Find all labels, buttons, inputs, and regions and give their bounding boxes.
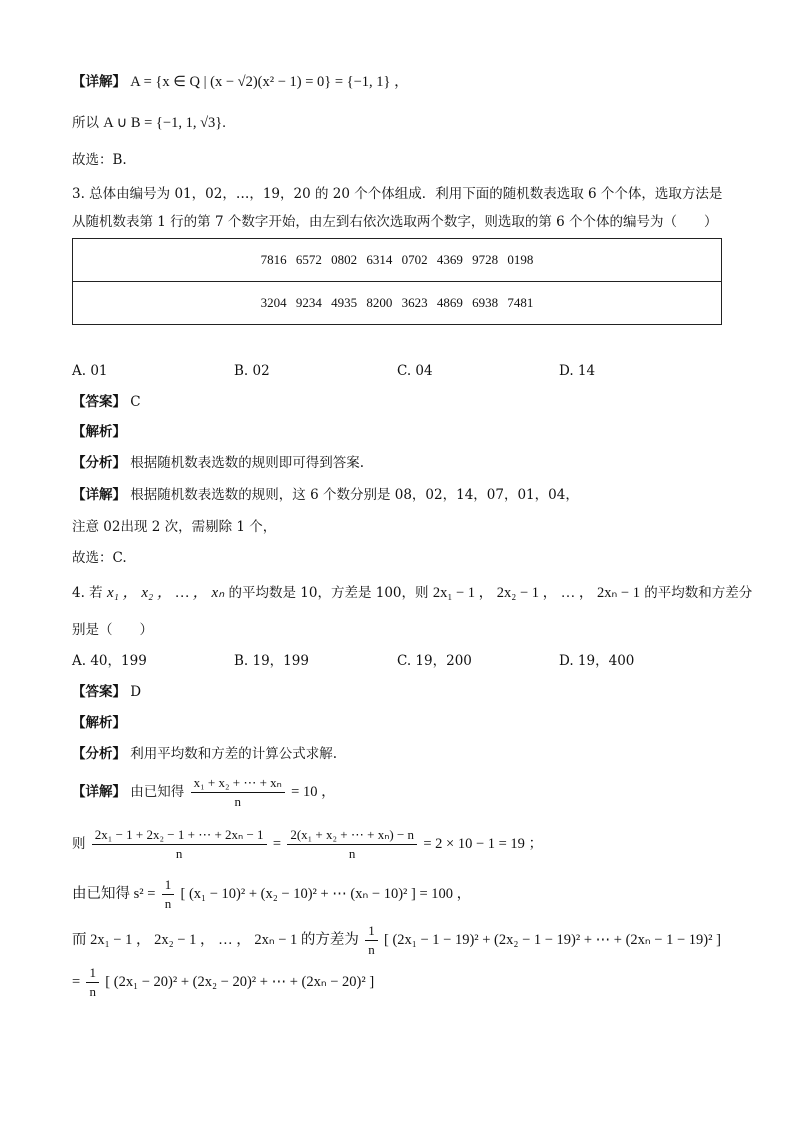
fenxi-tag: 【分析】	[72, 455, 126, 471]
q4-stem-d: 的平均数和方差分	[644, 585, 753, 601]
fenxi-text: 根据随机数表选数的规则即可得到答案.	[130, 455, 365, 471]
set-a-expression: A = {x ∈ Q | (x − √2)(x² − 1) = 0} = {−1, 1} ，	[130, 74, 409, 90]
equals-sign: =	[72, 974, 81, 990]
new-mean-numerator: 2x₁ − 1 + 2x₂ − 1 + ⋯ + 2xₙ − 1	[92, 826, 267, 845]
new-variance-prefix: 而 2x₁ − 1 ， 2x₂ − 1 ， … ， 2xₙ − 1 的方差为	[72, 932, 359, 948]
detail-tag: 【详解】	[72, 74, 126, 90]
mean-fraction	[191, 774, 285, 811]
q4-variance	[72, 874, 471, 914]
new-mean-denominator: n	[175, 846, 183, 861]
simplified-coef: $\frac{1}{n}$	[86, 964, 99, 1001]
q3-fenxi	[72, 453, 364, 473]
prev-detail-line	[72, 72, 409, 92]
option-d: D. 19，400	[559, 653, 635, 669]
answer-tag: 【答案】	[72, 394, 126, 410]
simplified-variance-body: [ (2x₁ − 20)² + (2x₂ − 20)² + ⋯ + (2xₙ − 20)² ]	[105, 974, 375, 990]
new-mean-fraction	[92, 826, 267, 863]
variance-body: [ (x₁ − 10)² + (x₂ − 10)² + ⋯ (xₙ − 10)² ] = 100 ，	[180, 886, 472, 902]
random-number-table	[72, 238, 722, 325]
q3-stem-line2: 从随机数表第 1 行的第 7 个数字开始，由左到右依次选取两个数字，则选取的第 6 个个体的编号为（ ）	[72, 214, 718, 230]
new-variance-body: [ (2x₁ − 1 − 19)² + (2x₂ − 1 − 19)² + ⋯ + (2xₙ − 1 − 19)² ]	[384, 932, 721, 948]
fenxi-text: 利用平均数和方差的计算公式求解.	[130, 746, 338, 762]
prev-so-line	[72, 113, 226, 133]
option-b: B. 19，199	[234, 653, 309, 669]
q4-stem-c: 2x₁ − 1 ， 2x₂ − 1 ， … ， 2xₙ − 1	[432, 585, 640, 601]
q3-answer	[72, 392, 141, 412]
variance-prefix: 由已知得 s² =	[72, 886, 156, 902]
option-a: A. 01	[72, 363, 108, 379]
mean-numerator: x₁ + x₂ + ⋯ + xₙ	[191, 774, 285, 793]
option-b: B. 02	[234, 363, 270, 379]
table-cell: 3204 9234 4935 8200 3623 4869 6938 7481	[73, 282, 722, 325]
prev-choose: 故选：B.	[72, 152, 127, 168]
q4-new-variance	[72, 920, 721, 960]
variance-coef: $\frac{1}{n}$	[162, 876, 175, 913]
mean-denominator: n	[234, 794, 241, 809]
table-row	[73, 239, 722, 282]
detail-tag: 【详解】	[72, 784, 126, 800]
q4-answer	[72, 682, 141, 702]
option-c: C. 04	[397, 363, 433, 379]
q4-stem-vars: x₁ ， x₂ ， … ， xₙ	[106, 585, 225, 601]
detail-tag: 【详解】	[72, 487, 126, 503]
mean-result: = 10 ，	[291, 784, 336, 800]
option-a: A. 40，199	[72, 653, 147, 669]
option-c: C. 19，200	[397, 653, 472, 669]
q4-detail-mean	[72, 772, 336, 812]
fenxi-tag: 【分析】	[72, 746, 126, 762]
answer-value: C	[130, 394, 141, 410]
new-variance-coef: $\frac{1}{n}$	[365, 922, 378, 959]
q4-analysis-tag: 【解析】	[72, 715, 126, 731]
q4-new-variance-simplified	[72, 962, 374, 1002]
union-expression: A ∪ B = {−1, 1, √3}.	[103, 115, 226, 131]
q3-stem-line1: 3. 总体由编号为 01，02，…，19，20 的 20 个个体组成．利用下面的随机数表选取 6 个个体，选取方法是	[72, 186, 723, 202]
q4-options	[72, 651, 722, 671]
q3-analysis-tag: 【解析】	[72, 424, 126, 440]
q3-detail	[72, 485, 579, 505]
detail-text: 根据随机数表选数的规则，这 6 个数分别是 08，02，14，07，01，04，	[130, 487, 579, 503]
simplified-fraction	[287, 826, 417, 863]
q3-choose: 故选：C.	[72, 550, 127, 566]
table-row	[73, 282, 722, 325]
detail-prefix: 由已知得	[130, 784, 185, 800]
table-cell: 7816 6572 0802 6314 0702 4369 9728 0198	[73, 239, 722, 282]
q4-new-mean: 则 $\frac{\text{2x₁ − 1 + 2x₂ − 1 + ⋯ + 2xₙ − 1}}{n}$ = $\frac{\text{2(x₁ + x₂ + ⋯ + xₙ) − n}}{n}$ = 2 × 10 − 1 = 19 ；	[72, 827, 544, 861]
option-d: D. 14	[559, 363, 596, 379]
simplified-denominator: n	[348, 846, 356, 861]
so-prefix: 所以	[72, 115, 99, 131]
q4-stem-line2: 别是（ ）	[72, 622, 153, 638]
q3-options	[72, 361, 722, 381]
q4-stem-b: 的平均数是 10，方差是 100，则	[228, 585, 429, 601]
q3-note: 注意 02出现 2 次，需剔除 1 个，	[72, 519, 277, 535]
simplified-numerator: 2(x₁ + x₂ + ⋯ + xₙ) − n	[287, 826, 417, 845]
answer-tag: 【答案】	[72, 684, 126, 700]
new-mean-result: = 2 × 10 − 1 = 19 ；	[423, 836, 544, 852]
answer-value: D	[130, 684, 142, 700]
q4-fenxi	[72, 744, 337, 764]
then-prefix: 则	[72, 836, 86, 852]
q4-stem-a: 4. 若	[72, 585, 103, 601]
q4-stem-line1	[72, 583, 752, 603]
